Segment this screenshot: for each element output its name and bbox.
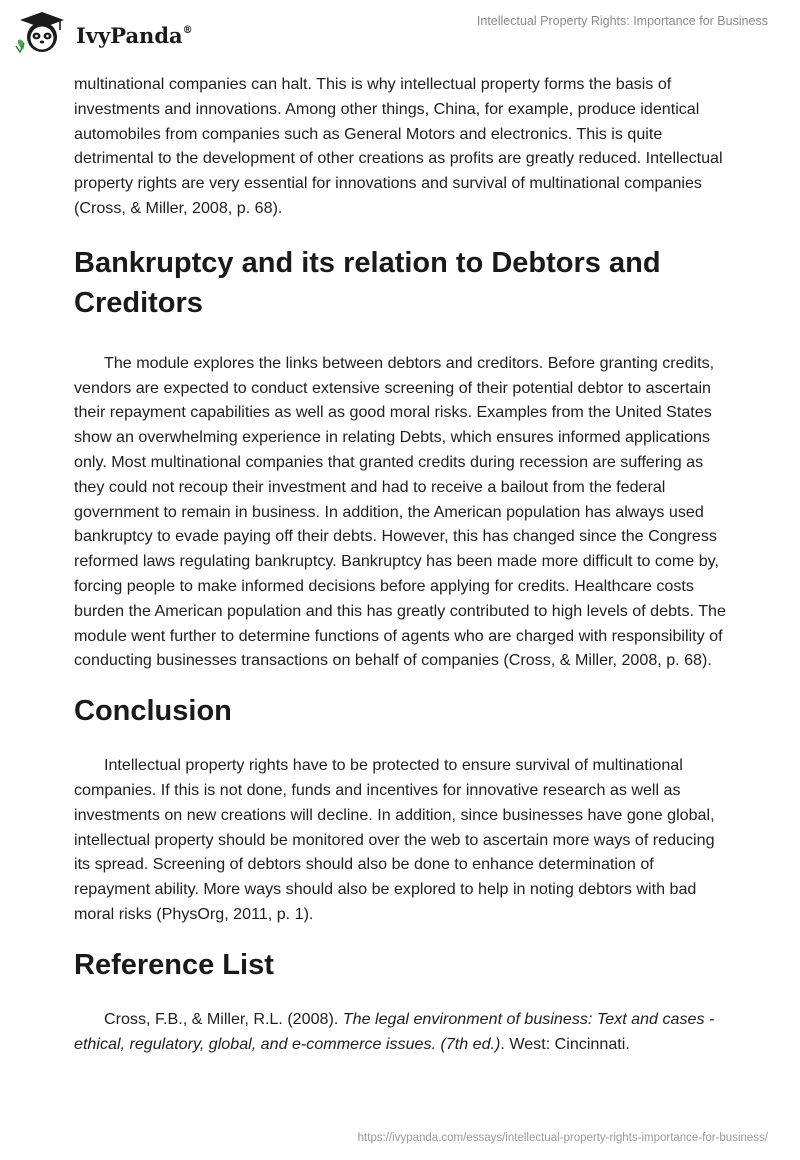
page-header bbox=[0, 0, 800, 70]
heading-bankruptcy: Bankruptcy and its relation to Debtors and Creditors bbox=[74, 246, 661, 319]
source-url[interactable]: https://ivypanda.com/essays/intellectual-property-rights-importance-for-business/ bbox=[357, 1132, 768, 1144]
reference-publisher: . West: Cincinnati. bbox=[500, 1034, 630, 1053]
trademark-symbol: ® bbox=[182, 24, 193, 36]
reference-authors: Cross, F.B., & Miller, R.L. (2008). bbox=[104, 1009, 343, 1028]
brand-name: IvyPanda® bbox=[76, 22, 193, 48]
conclusion-paragraph: Intellectual property rights have to be protected to ensure survival of multinational companies. If this is not done, funds and incentives for innovative research as well as investments on new creations will decline. In addition, since businesses have gone global, intellectual property should be monitored over the web to ascertain more ways of reducing its spread. Screening of debtors should also be done to enhance determination of repayment ability. More ways should also be explored to help in noting debtors with bad moral risks (PhysOrg, 2011, p. 1). bbox=[74, 756, 715, 923]
document-title: Intellectual Property Rights: Importance for Business bbox=[476, 14, 768, 28]
panda-graduate-icon bbox=[14, 10, 70, 56]
reference-entry bbox=[74, 1007, 734, 1057]
bankruptcy-paragraph: The module explores the links between debtors and creditors. Before granting credits, vendors are expected to conduct extensive screening of their potential debtor to ascertain their repayment capabilities as well as good moral risks. Examples from the United States show an overwhelming experience in relating Debts, which ensures informed applications only. Most multinational companies that granted credits during recession are suffering as they could not recoup their investment and had to receive a bailout from the federal government to remain in business. In addition, the American population has always used bankruptcy to evade paying off their debts. However, this has changed since the Congress reformed laws regulating bankruptcy. Bankruptcy has been made more difficult to come by, forcing people to make informed decisions before applying for credits. Healthcare costs burden the American population and this has greatly contributed to high levels of debts. The module went further to determine functions of agents who are charged with responsibility of conducting businesses transactions on behalf of companies (Cross, & Miller, 2008, p. 68). bbox=[74, 353, 726, 670]
intro-paragraph: multinational companies can halt. This is why intellectual property forms the basis of investments and innovations. Among other things, China, for example, produce identical automobiles from companies such as General Motors and electronics. This is quite detrimental to the development of other creations as profits are greatly reduced. Intellectual property rights are very essential for innovations and survival of multinational companies (Cross, & Miller, 2008, p. 68). bbox=[74, 75, 723, 217]
heading-conclusion: Conclusion bbox=[74, 695, 232, 728]
heading-references: Reference List bbox=[74, 948, 274, 981]
reference-title: The legal environment of business: Text and cases - ethical, regulatory, global, and e-commerce issues. (7th ed.) bbox=[74, 1009, 715, 1053]
article-body bbox=[74, 70, 734, 1056]
ivypanda-logo[interactable] bbox=[14, 10, 193, 56]
